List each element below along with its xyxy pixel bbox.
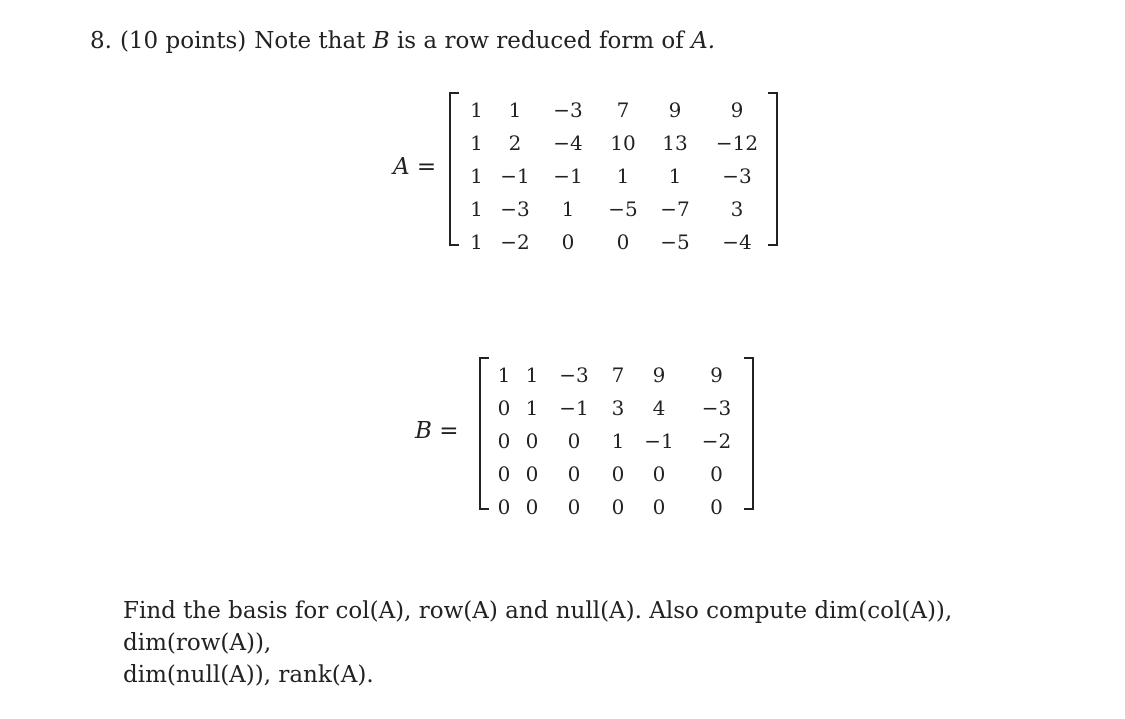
matrix-a-entry: 1 — [470, 230, 483, 254]
matrix-b-label: B = — [415, 418, 459, 444]
matrix-a-entry: −2 — [500, 230, 530, 254]
matrix-b-entry: −1 — [644, 429, 674, 453]
matrix-b-entry: 1 — [611, 429, 625, 453]
matrix-b-entries — [491, 359, 750, 524]
matrix-a-entry: −3 — [722, 164, 752, 188]
matrix-b-entry: 0 — [567, 462, 581, 486]
matrix-a-entry: 2 — [508, 131, 522, 155]
matrix-a-entry: −4 — [553, 131, 583, 155]
matrix-b-entry: 0 — [497, 396, 511, 420]
matrix-a-entry: −5 — [608, 197, 638, 221]
matrix-a-label: A = — [393, 154, 437, 180]
matrix-a-entry: 1 — [470, 197, 483, 221]
problem-heading — [90, 28, 715, 54]
problem-points: (10 points) — [119, 28, 247, 54]
matrix-b-entry: 0 — [567, 495, 581, 519]
heading-text-1: Note that — [254, 28, 366, 54]
matrix-a-entry: 1 — [470, 164, 483, 188]
matrix-b-entry: 0 — [525, 462, 539, 486]
matrix-a-entry: 1 — [668, 164, 682, 188]
matrix-b-entry: −2 — [701, 429, 732, 453]
instructions-line-2: dim(null(A)), rank(A). — [123, 662, 374, 688]
matrix-a-entry: 1 — [561, 197, 575, 221]
heading-var-a: A. — [691, 28, 716, 54]
matrix-b-right-bracket — [744, 357, 754, 510]
matrix-a-left-bracket — [449, 92, 459, 246]
matrix-a-entry: 9 — [730, 98, 744, 122]
matrix-a-entry: 1 — [470, 131, 483, 155]
matrix-b-entry: 0 — [611, 462, 625, 486]
matrix-b-entry: 0 — [497, 429, 511, 453]
matrix-b-entry: −3 — [701, 396, 732, 420]
problem-number: 8. — [90, 28, 112, 54]
matrix-b-entry: 0 — [652, 462, 666, 486]
matrix-b-entry: 9 — [710, 363, 723, 387]
matrix-a-entry: 1 — [508, 98, 522, 122]
matrix-a — [449, 92, 778, 254]
matrix-a-entry: −3 — [500, 197, 530, 221]
matrix-a-entry: 9 — [668, 98, 682, 122]
matrix-b-entry: −3 — [559, 363, 589, 387]
matrix-b-entry: 4 — [652, 396, 666, 420]
matrix-b-entry: 0 — [525, 495, 539, 519]
matrix-b-entry: 9 — [652, 363, 666, 387]
matrix-a-entry: −4 — [722, 230, 752, 254]
matrix-a-entry: 10 — [610, 131, 636, 155]
matrix-b-entry: 1 — [497, 363, 511, 387]
matrix-b-entry: −1 — [559, 396, 589, 420]
matrix-b-entry: 0 — [710, 495, 723, 519]
matrix-b-entry: 0 — [710, 462, 723, 486]
matrix-a-entries — [461, 94, 772, 259]
matrix-a-entry: −7 — [660, 197, 690, 221]
heading-var-b: B — [372, 28, 390, 54]
matrix-b-entry: 1 — [525, 363, 539, 387]
matrix-a-right-bracket — [768, 92, 778, 246]
matrix-a-entry: 1 — [470, 98, 483, 122]
matrix-b-entry: 3 — [611, 396, 625, 420]
matrix-b-entry: 0 — [652, 495, 666, 519]
matrix-b-entry: 0 — [567, 429, 581, 453]
matrix-b-entry: 0 — [497, 495, 511, 519]
matrix-b-entry: 0 — [497, 462, 511, 486]
matrix-a-entry: 13 — [662, 131, 688, 155]
matrix-a-entry: −3 — [553, 98, 583, 122]
matrix-b — [479, 357, 754, 519]
matrix-a-entry: 1 — [616, 164, 630, 188]
matrix-a-entry: −5 — [660, 230, 690, 254]
matrix-a-entry: −12 — [715, 131, 759, 155]
matrix-a-entry: −1 — [500, 164, 530, 188]
matrix-b-entry: 7 — [611, 363, 625, 387]
matrix-b-entry: 1 — [525, 396, 539, 420]
matrix-b-left-bracket — [479, 357, 489, 510]
matrix-b-entry: 0 — [611, 495, 625, 519]
matrix-a-entry: 3 — [730, 197, 744, 221]
matrix-a-entry: 0 — [616, 230, 630, 254]
matrix-a-entry: 7 — [616, 98, 630, 122]
instructions-text — [123, 595, 1083, 691]
instructions-line-1: Find the basis for col(A), row(A) and null(A). Also compute dim(col(A)), dim(row(A)), — [123, 598, 953, 656]
matrix-b-entry: 0 — [525, 429, 539, 453]
matrix-a-entry: 0 — [561, 230, 575, 254]
matrix-a-entry: −1 — [553, 164, 583, 188]
heading-text-2: is a row reduced form of — [396, 28, 684, 54]
